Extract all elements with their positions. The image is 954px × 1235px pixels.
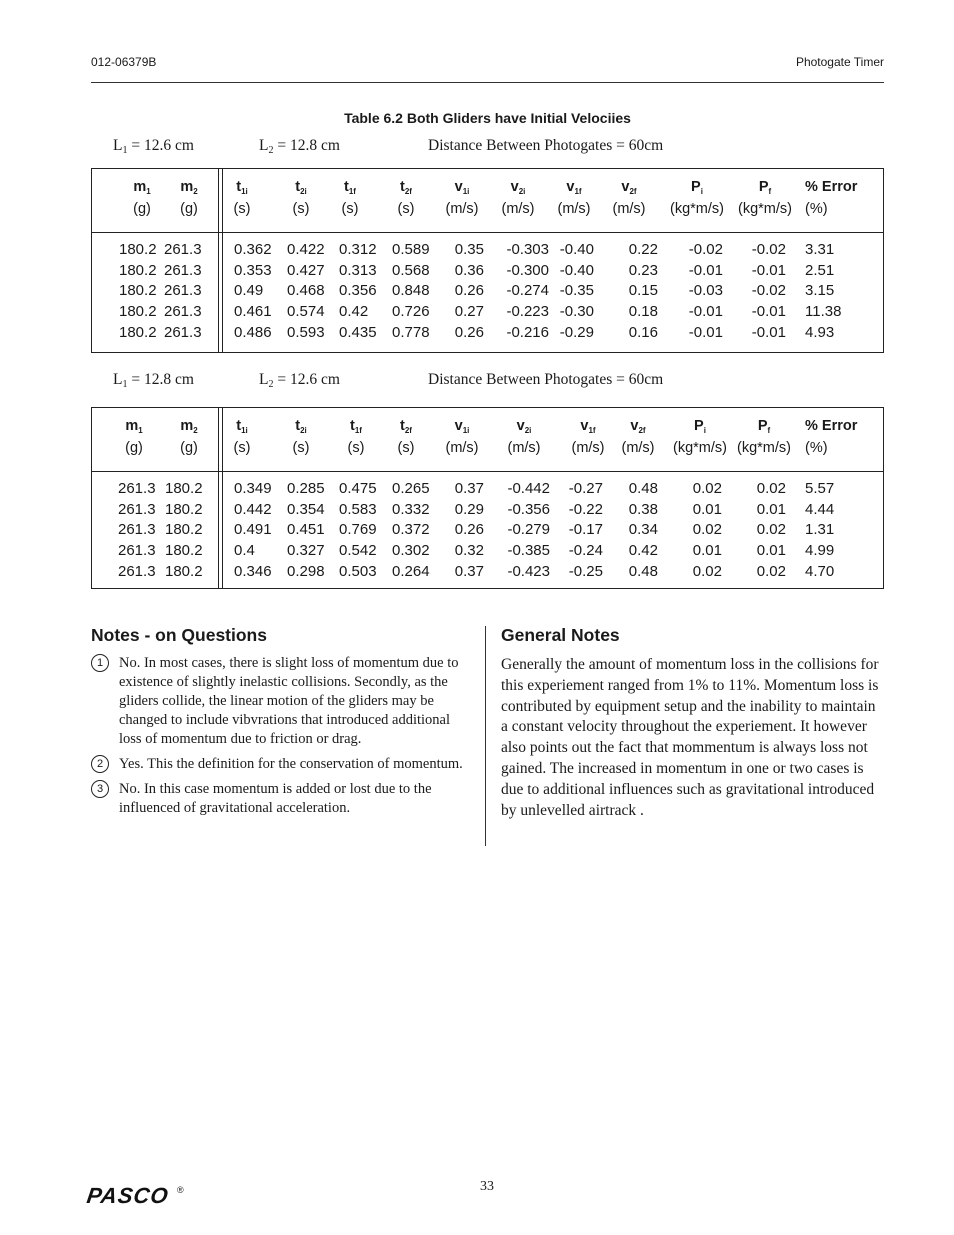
table-cell: 261.3 <box>164 241 202 258</box>
column-header-name: % Error <box>805 179 858 195</box>
column-header-unit: (m/s) <box>571 440 605 456</box>
table-cell: -0.01 <box>751 303 786 321</box>
column-header-unit: (g) <box>180 201 198 217</box>
column-header-unit: (%) <box>805 201 828 217</box>
table-cell: -0.385 <box>507 542 550 560</box>
table-cell: 0.542 <box>339 542 377 560</box>
column-header-unit: (m/s) <box>621 440 655 456</box>
general-notes-text: Generally the amount of momentum loss in the collisions for this experiement ranged from 1% to 11%. Momentum loss is contributed by equipment setup and the inability to maintain a constant velocity throughout the experiement. It however also points out the fact that mommentum is always loss not gained. The increased in momentum in one or two cases is due to additional influences such as gravitational introduced by unlevelled airtrack . <box>501 656 879 819</box>
table-cell: -0.274 <box>506 282 549 300</box>
table-cell: -0.25 <box>568 562 603 580</box>
table-cell: -0.40 <box>559 241 594 258</box>
table-cell: 261.3 <box>164 323 202 341</box>
table-cell: 0.302 <box>392 542 430 560</box>
table-cell: 0.02 <box>756 480 786 497</box>
column-header-name: $t_{2i}$ <box>295 179 307 196</box>
table-cell: 180.2 <box>119 261 157 279</box>
column-header-name: $t_{2f}$ <box>400 179 412 196</box>
column-header-name: $m_2$ <box>180 418 198 435</box>
table-cell: 0.372 <box>392 521 430 539</box>
table-cell: 0.726 <box>392 303 430 321</box>
column-header-unit: (kg*m/s) <box>670 201 724 217</box>
question-note <box>91 654 476 749</box>
question-note <box>91 755 476 774</box>
table-cell: -0.303 <box>506 241 549 258</box>
table-cell: 0.29 <box>454 500 484 518</box>
table-cell: 180.2 <box>119 303 157 321</box>
column-header-unit: (kg*m/s) <box>737 440 791 456</box>
table-cell: 0.42 <box>339 303 369 321</box>
circled-number: 2 <box>91 755 109 773</box>
pasco-logo: PASCO <box>85 1183 171 1208</box>
table-cell: 180.2 <box>119 323 157 341</box>
column-header-unit: (s) <box>292 201 310 217</box>
questions-list <box>91 654 476 824</box>
table-cell: 0.769 <box>339 521 377 539</box>
table-cell: 0.435 <box>339 323 377 341</box>
table-cell: 0.491 <box>234 521 272 539</box>
table-cell: -0.216 <box>506 323 549 341</box>
table-cell: 0.22 <box>628 241 658 258</box>
table-cell: 4.99 <box>805 542 835 560</box>
column-header-name: $t_{1f}$ <box>350 418 362 435</box>
column-header-unit: (s) <box>233 201 251 217</box>
table-cell: 0.16 <box>628 323 658 341</box>
column-header-unit: (m/s) <box>445 440 479 456</box>
table-cell: 261.3 <box>118 542 156 560</box>
table-cell: 261.3 <box>118 521 156 539</box>
column-header-name: $P_f$ <box>758 179 772 196</box>
table-cell: 0.327 <box>287 542 325 560</box>
circled-number: 3 <box>91 780 109 798</box>
table-cell: -0.01 <box>688 303 723 321</box>
table-cell: -0.356 <box>507 500 550 518</box>
table-cell: -0.40 <box>559 261 594 279</box>
column-header-unit: (m/s) <box>501 201 535 217</box>
table-cell: 0.332 <box>392 500 430 518</box>
column-header-name: $m_2$ <box>180 179 198 196</box>
table-cell: 0.346 <box>234 562 272 580</box>
column-header-unit: (s) <box>292 440 310 456</box>
table-cell: -0.17 <box>568 521 603 539</box>
table-cell: 0.48 <box>628 562 658 580</box>
table-cell: 0.593 <box>287 323 325 341</box>
table-cell: 0.442 <box>234 500 272 518</box>
table-cell: 0.15 <box>628 282 658 300</box>
table-cell: -0.03 <box>688 282 723 300</box>
document-number: 012-06379B <box>91 55 157 69</box>
length-l2: $L_2 = 12.8$ cm <box>259 137 340 156</box>
table-cell: -0.442 <box>507 480 550 497</box>
length-l2: $L_2 = 12.6$ cm <box>259 371 340 390</box>
table-cell: 0.36 <box>454 261 484 279</box>
table-cell: -0.29 <box>559 323 594 341</box>
table-cell: 180.2 <box>165 542 203 560</box>
table-cell: 261.3 <box>118 480 156 497</box>
column-header-name: $t_{1i}$ <box>236 418 248 435</box>
question-note-text: Yes. This the definition for the conservation of momentum. <box>119 756 463 772</box>
table-cell: 0.4 <box>234 542 255 560</box>
table-cell: -0.223 <box>506 303 549 321</box>
table-cell: 0.265 <box>392 480 430 497</box>
header-rule <box>91 82 884 83</box>
column-header-name: $v_{1f}$ <box>580 418 596 435</box>
table-cell: 2.51 <box>805 261 835 279</box>
column-header-name: $t_{1i}$ <box>236 179 248 196</box>
table-cell: 261.3 <box>164 282 202 300</box>
notes-questions-heading: Notes - on Questions <box>91 625 267 645</box>
table-cell: 4.93 <box>805 323 835 341</box>
question-note <box>91 780 476 818</box>
table-cell: 0.32 <box>454 542 484 560</box>
table-cell: 0.349 <box>234 480 272 497</box>
table-cell: 0.01 <box>756 542 786 560</box>
photogate-distance: Distance Between Photogates = 60cm <box>428 371 664 388</box>
column-header-name: % Error <box>805 418 858 434</box>
column-header-name: $v_{2i}$ <box>516 418 532 435</box>
table-cell: 180.2 <box>119 241 157 258</box>
table-1-lengths <box>91 137 884 159</box>
table-cell: 0.422 <box>287 241 325 258</box>
column-header-name: $v_{2f}$ <box>630 418 646 435</box>
document-title: Photogate Timer <box>795 55 884 69</box>
table-cell: 0.01 <box>756 500 786 518</box>
column-header-name: $m_1$ <box>133 179 151 196</box>
table-cell: 0.503 <box>339 562 377 580</box>
column-header-unit: (m/s) <box>612 201 646 217</box>
table-cell: 0.451 <box>287 521 325 539</box>
table-cell: 0.778 <box>392 323 430 341</box>
column-header-name: $v_{2f}$ <box>621 179 637 196</box>
table-cell: 0.486 <box>234 323 272 341</box>
table-cell: 0.574 <box>287 303 325 321</box>
table-cell: 0.848 <box>392 282 430 300</box>
table-cell: 0.264 <box>392 562 430 580</box>
table-cell: 0.461 <box>234 303 272 321</box>
column-header-unit: (%) <box>805 440 828 456</box>
table-cell: -0.02 <box>751 241 786 258</box>
circled-number: 1 <box>91 654 109 672</box>
table-cell: 0.362 <box>234 241 272 258</box>
table-cell: -0.30 <box>559 303 594 321</box>
column-header-name: $t_{2i}$ <box>295 418 307 435</box>
column-header-name: $v_{1i}$ <box>454 418 470 435</box>
data-table-1 <box>91 168 884 353</box>
column-header-name: $v_{1f}$ <box>566 179 582 196</box>
column-header-name: $m_1$ <box>125 418 143 435</box>
table-cell: 0.589 <box>392 241 430 258</box>
table-cell: 0.427 <box>287 261 325 279</box>
table-cell: -0.01 <box>688 323 723 341</box>
column-header-unit: (m/s) <box>557 201 591 217</box>
table-cell: 0.02 <box>692 562 722 580</box>
length-l1: $L_1 = 12.6$ cm <box>113 137 194 156</box>
table-cell: -0.423 <box>507 562 550 580</box>
table-title: Table 6.2 Both Gliders have Initial Velociies <box>344 110 631 126</box>
general-notes-heading: General Notes <box>501 625 620 645</box>
table-cell: 0.01 <box>692 500 722 518</box>
table-cell: 0.313 <box>339 261 377 279</box>
table-cell: 0.18 <box>628 303 658 321</box>
table-cell: 0.26 <box>454 323 484 341</box>
column-header-name: $t_{2f}$ <box>400 418 412 435</box>
table-cell: -0.02 <box>751 282 786 300</box>
table-cell: 0.354 <box>287 500 325 518</box>
table-cell: 0.26 <box>454 521 484 539</box>
table-cell: 261.3 <box>118 562 156 580</box>
table-cell: -0.300 <box>506 261 549 279</box>
question-note-text: No. In this case momentum is added or lost due to the influenced of gravitational acceleration. <box>119 781 432 816</box>
table-cell: 4.44 <box>805 500 835 518</box>
column-header-unit: (g) <box>133 201 151 217</box>
table-cell: 0.02 <box>692 480 722 497</box>
column-header-name: $v_{1i}$ <box>454 179 470 196</box>
table-cell: 180.2 <box>165 500 203 518</box>
table-cell: -0.279 <box>507 521 550 539</box>
table-cell: 0.02 <box>756 562 786 580</box>
table-cell: 180.2 <box>165 562 203 580</box>
column-header-unit: (kg*m/s) <box>738 201 792 217</box>
table-cell: 3.15 <box>805 282 835 300</box>
table-cell: 0.02 <box>756 521 786 539</box>
table-cell: 0.468 <box>287 282 325 300</box>
table-cell: 0.298 <box>287 562 325 580</box>
table-cell: 11.38 <box>805 303 842 321</box>
table-cell: 0.27 <box>454 303 484 321</box>
table-cell: 0.583 <box>339 500 377 518</box>
table-cell: 0.38 <box>628 500 658 518</box>
registered-mark: ® <box>177 1185 184 1195</box>
table-cell: 0.353 <box>234 261 272 279</box>
column-header-unit: (m/s) <box>507 440 541 456</box>
table-cell: 0.568 <box>392 261 430 279</box>
table-cell: 3.31 <box>805 241 835 258</box>
column-header-unit: (s) <box>347 440 365 456</box>
column-header-unit: (s) <box>341 201 359 217</box>
photogate-distance: Distance Between Photogates = 60cm <box>428 137 664 154</box>
table-cell: -0.35 <box>559 282 594 300</box>
column-header-name: $P_f$ <box>757 418 771 435</box>
table-cell: 0.01 <box>692 542 722 560</box>
table-cell: 0.35 <box>454 241 484 258</box>
page-number: 33 <box>480 1179 494 1194</box>
table-cell: -0.02 <box>688 241 723 258</box>
table-cell: -0.24 <box>568 542 603 560</box>
column-header-unit: (s) <box>233 440 251 456</box>
table-cell: 0.356 <box>339 282 377 300</box>
table-cell: -0.01 <box>751 261 786 279</box>
table-cell: 4.70 <box>805 562 835 580</box>
table-cell: 0.49 <box>234 282 264 300</box>
table-cell: 0.475 <box>339 480 377 497</box>
column-header-unit: (s) <box>397 440 415 456</box>
table-cell: 261.3 <box>164 303 202 321</box>
column-header-unit: (kg*m/s) <box>673 440 727 456</box>
table-cell: -0.01 <box>688 261 723 279</box>
column-header-unit: (g) <box>180 440 198 456</box>
column-header-name: $P_i$ <box>691 179 703 196</box>
table-cell: -0.01 <box>751 323 786 341</box>
column-header-unit: (m/s) <box>445 201 479 217</box>
table-cell: 0.02 <box>692 521 722 539</box>
length-l1: $L_1 = 12.8$ cm <box>113 371 194 390</box>
table-cell: 0.37 <box>454 480 484 497</box>
table-cell: 0.312 <box>339 241 377 258</box>
table-cell: 0.37 <box>454 562 484 580</box>
column-divider <box>485 626 486 846</box>
column-header-unit: (g) <box>125 440 143 456</box>
question-note-text: No. In most cases, there is slight loss of momentum due to existence of slightly inelastic collisions. Secondly, as the gliders collide, the linear motion of the gliders may be changed to include vibvrations that introduced additional loss of momentum due to friction or drag. <box>119 655 459 747</box>
table-cell: 0.42 <box>628 542 658 560</box>
table-cell: 180.2 <box>165 480 203 497</box>
table-cell: -0.27 <box>568 480 603 497</box>
table-cell: 261.3 <box>118 500 156 518</box>
column-header-name: $v_{2i}$ <box>510 179 526 196</box>
table-cell: 0.285 <box>287 480 325 497</box>
column-header-unit: (s) <box>397 201 415 217</box>
table-cell: 0.23 <box>628 261 658 279</box>
table-cell: 0.26 <box>454 282 484 300</box>
table-cell: 0.34 <box>628 521 658 539</box>
table-cell: 0.48 <box>628 480 658 497</box>
table-cell: 1.31 <box>805 521 835 539</box>
column-header-name: $t_{1f}$ <box>344 179 356 196</box>
column-header-name: $P_i$ <box>694 418 706 435</box>
table-cell: 180.2 <box>119 282 157 300</box>
data-table-2 <box>91 407 884 589</box>
table-2-lengths <box>91 371 884 393</box>
table-cell: 180.2 <box>165 521 203 539</box>
table-cell: 5.57 <box>805 480 835 497</box>
table-cell: -0.22 <box>568 500 603 518</box>
table-cell: 261.3 <box>164 261 202 279</box>
